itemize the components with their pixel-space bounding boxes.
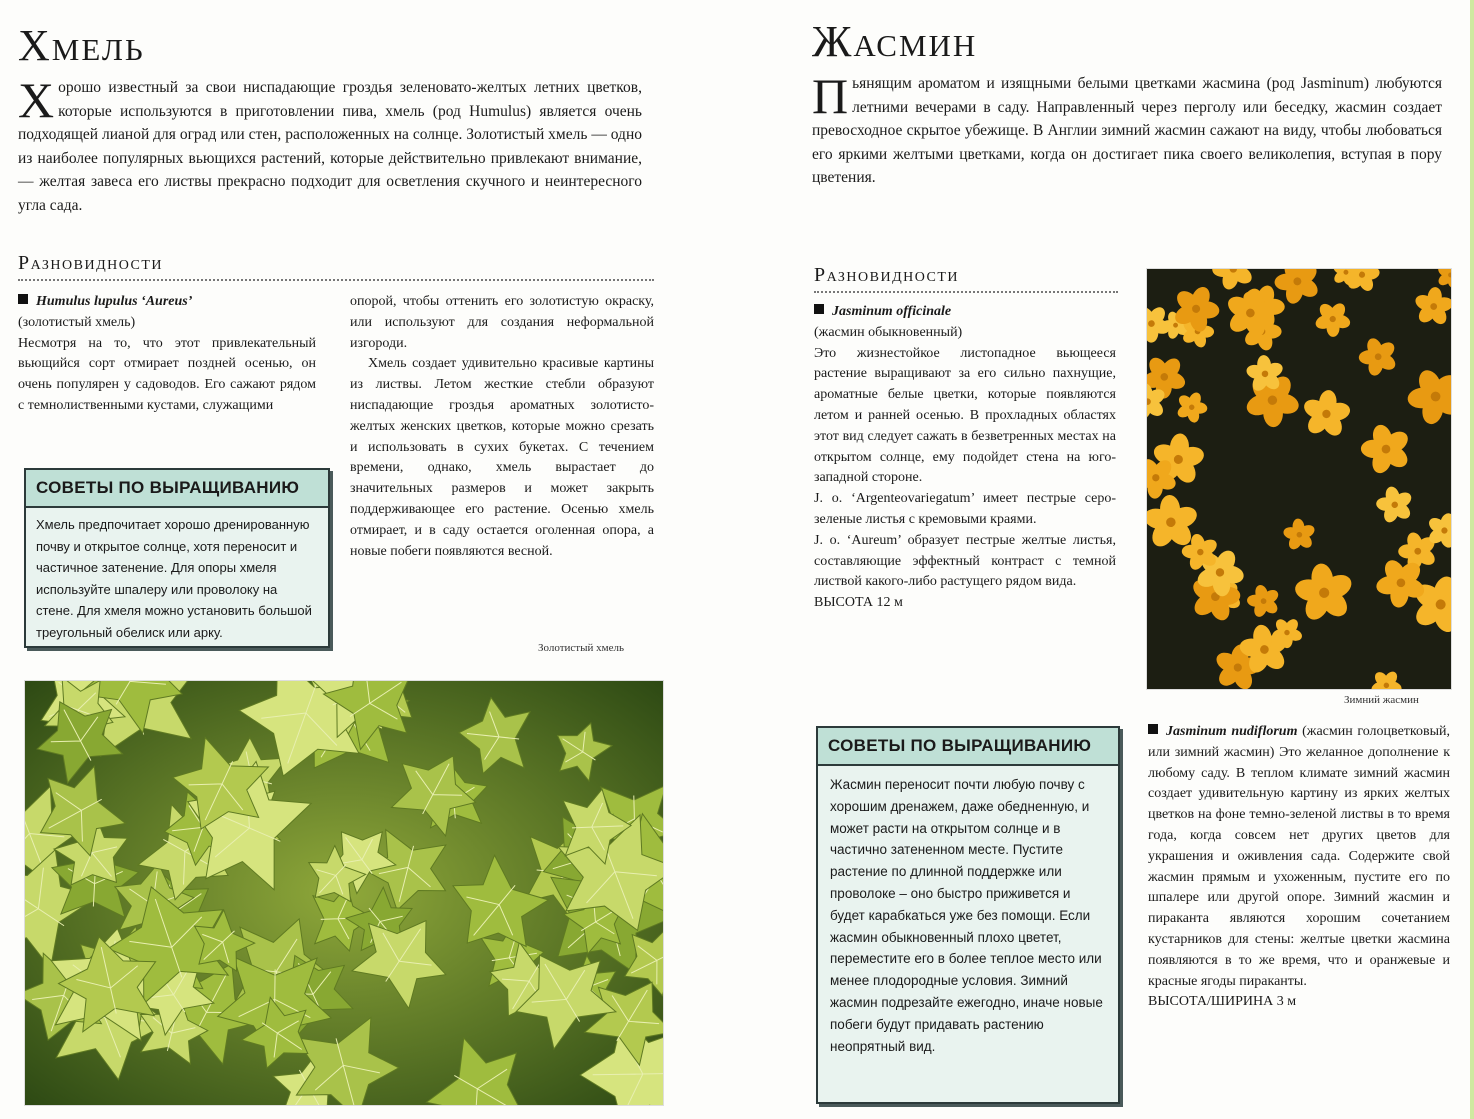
hop-column-1 xyxy=(18,292,316,417)
jasmine-v2-height: ВЫСОТА/ШИРИНА 3 м xyxy=(1148,994,1297,1010)
jasmine-intro xyxy=(812,68,1442,190)
hop-varieties-heading xyxy=(18,252,654,281)
hop-tips-text: Хмель предпочитает хорошо дренированную почву и открытое солнце, хотя переносит и частичное затенение. Для опоры хмеля используйте шпалеру или проволоку на стене. Для хмеля можно установить большой треугольный обелиск или арку. xyxy=(36,517,312,640)
hop-photo xyxy=(24,680,664,1106)
page-edge xyxy=(1470,0,1474,1119)
jasmine-tips-title: СОВЕТЫ ПО ВЫРАЩИВАНИЮ xyxy=(818,728,1118,766)
jasmine-drop-cap: П xyxy=(812,68,849,124)
jasmine-photo-caption: Зимний жасмин xyxy=(1344,694,1419,706)
hop-col2-p1: опорой, чтобы оттенить его золотистую окраску, или используют для создания неформальной изгороди. xyxy=(350,294,654,351)
hop-title: Хмель xyxy=(18,21,145,70)
bullet-square-icon xyxy=(814,304,824,314)
jasmine-v1-name: Jasminum officinale xyxy=(832,304,952,319)
hop-intro xyxy=(18,72,642,217)
jasmine-intro-text: ьянящим ароматом и изящными белыми цветками жасмина (род Jasminum) любуются летними вечерами в саду. Направленный через перголу или беседку, жасмин создает превосходное скрытое убежище. В Англии зимний жасмин сажают на виду, чтобы любоваться его яркими желтыми цветками, когда он достигает пика своего великолепия, вступая в пору цветения. xyxy=(812,75,1442,186)
jasmine-v1-name-row xyxy=(814,302,1116,323)
jasmine-varieties-heading xyxy=(814,264,1118,293)
jasmine-v1-b: J. o. ‘Aureum’ образует пестрые желтые листья, составляющие эффектный контраст с темной листвой какого-либо растущего рядом вида. xyxy=(814,532,1116,590)
hop-varieties-label: Разновидности xyxy=(18,252,164,274)
hop-variety-name-row xyxy=(18,292,316,313)
hop-variety-common: (золотистый хмель) xyxy=(18,314,136,330)
bullet-square-icon xyxy=(1148,724,1158,734)
jasmine-flowers-image xyxy=(1147,269,1451,689)
jasmine-photo xyxy=(1146,268,1452,690)
jasmine-column-1 xyxy=(814,302,1116,614)
hop-leaves-image xyxy=(25,681,663,1105)
hop-drop-cap: Х xyxy=(18,72,55,128)
jasmine-v1-text: Это жизнестойкое листопадное вьющееся растение выращивают за его сильно пахнущие, ароматные белые цветки, которые появляются летом и ранней осенью. В прохладных областях этот вид следует сажать в безветренных местах на открытом солнце, ему подойдет стена на юго-западной стороне. xyxy=(814,345,1116,486)
jasmine-column-2 xyxy=(1148,722,1450,1013)
hop-tips-title: СОВЕТЫ ПО ВЫРАЩИВАНИЮ xyxy=(26,470,328,508)
jasmine-tips-box xyxy=(816,726,1120,1104)
jasmine-title: Жасмин xyxy=(812,17,978,66)
hop-variety-text: Несмотря на то, что этот привлекательный вьющийся сорт отмирает поздней осенью, он очень популярен у садоводов. Его сажают рядом с темнолиственными кустами, служащими xyxy=(18,335,316,413)
jasmine-varieties-label: Разновидности xyxy=(814,264,960,286)
jasmine-v2-text: (жасмин голоцветковый, или зимний жасмин) Это желанное дополнение к любому саду. В теплом климате зимний жасмин создает удивительную картину из ярких желтых цветков на фоне темно-зеленой листвы в то время года, когда совсем нет других цветов для украшения и оживления сада. Содержите свой жасмин прямым и ухоженным, пустите его по шпалере или другой опоре. Зимний жасмин и пираканта являются хорошим сочетанием кустарников для стены: желтые цветки жасмина появляются в то же время, что и оранжевые и красные ягоды пираканты. xyxy=(1148,724,1450,989)
hop-photo-caption: Золотистый хмель xyxy=(538,642,624,654)
hop-tips-box xyxy=(24,468,330,648)
jasmine-tips-text: Жасмин переносит почти любую почву с хорошим дренажем, даже обедненную, и может расти на открытом солнце и в частично затененном месте. Пустите растение по длинной поддержке или проволоке – оно быстро приживется и будет карабкаться уже без помощи. Если жасмин обыкновенный плохо цветет, переместите его в более теплое место или менее плодородные условия. Зимний жасмин подрезайте ежегодно, иначе новые побеги будут придавать растению неопрятный вид. xyxy=(830,777,1103,1054)
hop-col2-p2: Хмель создает удивительно красивые картины из листвы. Летом жесткие стебли образуют ниспадающие гроздья ароматных золотисто-желтых женских цветков, которые можно срезать и использовать в сухих букетах. С течением времени, однако, хмель вырастает до значительных размеров и может закрыть поддерживающее его растение. Осенью хмель отмирает, и в саду остается оголенная опора, а новые побеги появляются весной. xyxy=(350,356,654,559)
jasmine-v1-height: ВЫСОТА 12 м xyxy=(814,595,903,611)
hop-variety-name: Humulus lupulus ‘Aureus’ xyxy=(36,294,193,309)
bullet-square-icon xyxy=(18,294,28,304)
hop-intro-text: орошо известный за свои ниспадающие гроздья зеленовато-желтых летних цветков, которые используются в приготовлении пива, хмель (род Humulus) является очень подходящей лианой для оград или стен, расположенных на солнце. Золотистый хмель — одно из наиболее популярных вьющихся растений, которые действительно привлекают внимание, — желтая завеса его листвы прекрасно подходит для осветления скучного и неинтересного угла сада. xyxy=(18,79,642,214)
jasmine-v1-common: (жасмин обыкновенный) xyxy=(814,324,963,340)
jasmine-v1-a: J. o. ‘Argenteovariegatum’ имеет пестрые серо-зеленые листья с кремовыми краями. xyxy=(814,491,1116,527)
jasmine-v2-name-row xyxy=(1148,722,1450,992)
hop-column-2 xyxy=(350,292,654,562)
jasmine-v2-name: Jasminum nudiflorum xyxy=(1166,724,1298,739)
